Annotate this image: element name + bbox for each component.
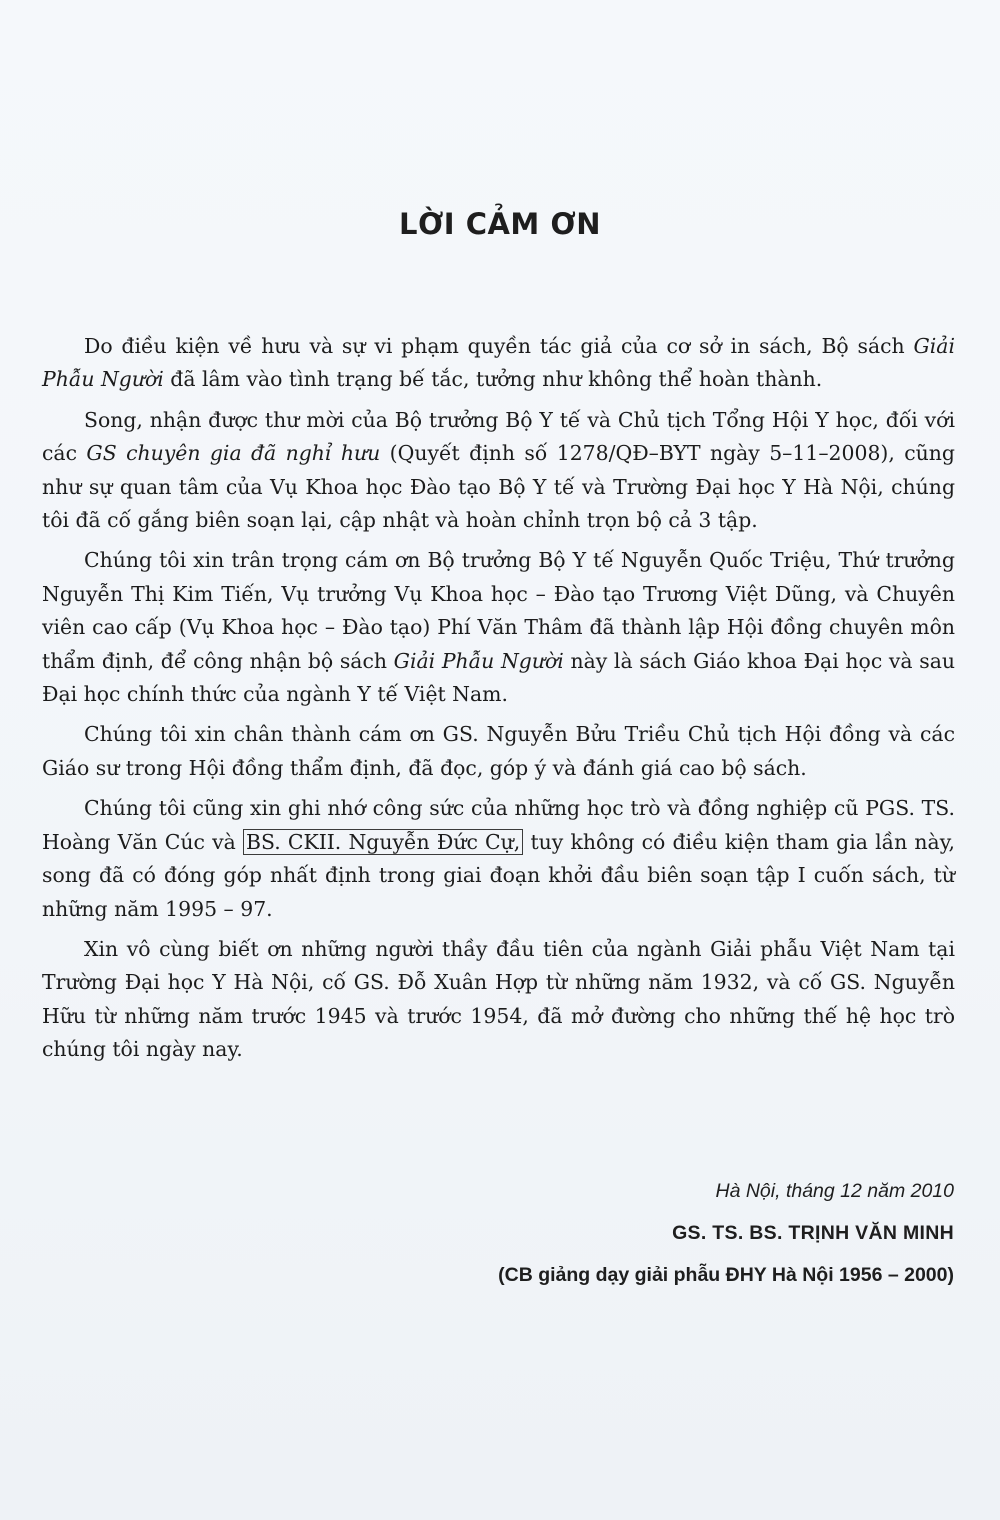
- paragraph-5-text-a: Chúng tôi cũng xin ghi nhớ công sức của những học trò và đồng nghiệp cũ PGS. TS. Hoàng Văn Cúc và: [42, 796, 955, 854]
- retired-experts-emphasis: GS chuyên gia đã nghỉ hưu: [86, 441, 381, 466]
- paragraph-4: Chúng tôi xin chân thành cám ơn GS. Nguyễn Bửu Triều Chủ tịch Hội đồng và các Giáo sư trong Hội đồng thẩm định, đã đọc, góp ý và đánh giá cao bộ sách.: [42, 722, 955, 780]
- signature-role: (CB giảng dạy giải phẫu ĐHY Hà Nội 1956 – 2000): [498, 1264, 954, 1286]
- paragraph-2-text-a: Song, nhận được thư mời của Bộ trưởng Bộ Y tế và Chủ tịch Tổng Hội Y học, đối với các: [42, 407, 955, 466]
- paragraph-5-text-b: tuy không có điều kiện tham gia lần này, song đã có đóng góp nhất định trong giai đoạn khởi đầu biên soạn tập I cuốn sách, từ những năm 1995 – 97.: [42, 829, 956, 921]
- signature-place-date: Hà Nội, tháng 12 năm 2010: [715, 1180, 954, 1202]
- paragraph-3-text-a: Chúng tôi xin trân trọng cám ơn Bộ trưởng Bộ Y tế Nguyễn Quốc Triệu, Thứ trưởng Nguyễn Thị Kim Tiến, Vụ trưởng Vụ Khoa học – Đào tạo Trương Việt Dũng, và Chuyên viên cao cấp (Vụ Khoa học – Đào tạo) Phí Văn Thâm đã thành lập Hội đồng chuyên môn thẩm định, để công nhận bộ sách: [42, 548, 955, 673]
- paragraph-3: [42, 544, 955, 711]
- paragraph-6: Xin vô cùng biết ơn những người thầy đầu tiên của ngành Giải phẫu Việt Nam tại Trường Đại học Y Hà Nội, cố GS. Đỗ Xuân Hợp từ những năm 1932, và cố GS. Nguyễn Hữu từ những năm trước 1945 và trước 1954, đã mở đường cho những thế hệ học trò chúng tôi ngày nay.: [42, 936, 955, 1062]
- paragraph-1-text-a: Do điều kiện về hưu và sự vi phạm quyền tác giả của cơ sở in sách, Bộ sách: [84, 334, 914, 358]
- signature-name: GS. TS. BS. TRỊNH VĂN MINH: [672, 1222, 954, 1244]
- boxed-name: BS. CKII. Nguyễn Đức Cự,: [243, 829, 523, 855]
- paragraph-2-text-b: (Quyết định số 1278/QĐ–BYT ngày 5–11–2008), cũng như sự quan tâm của Vụ Khoa học Đào tạo Bộ Y tế và Trường Đại học Y Hà Nội, chúng tôi đã cố gắng biên soạn lại, cập nhật và hoàn chỉnh trọn bộ cả 3 tập.: [42, 441, 955, 533]
- paragraph-5: [42, 792, 955, 926]
- book-title-emphasis: Giải Phẫu Người: [42, 334, 955, 392]
- paragraph-1-text-b: đã lâm vào tình trạng bế tắc, tưởng như không thể hoàn thành.: [163, 367, 823, 392]
- paragraph-2: [42, 404, 955, 538]
- paragraph-3-text-b: này là sách Giáo khoa Đại học và sau Đại học chính thức của ngành Y tế Việt Nam.: [42, 648, 955, 707]
- paragraph-1: [42, 330, 955, 397]
- acknowledgement-body: [42, 330, 955, 1074]
- page-title: LỜI CẢM ƠN: [399, 207, 601, 241]
- book-title-emphasis: Giải Phẫu Người: [393, 648, 564, 673]
